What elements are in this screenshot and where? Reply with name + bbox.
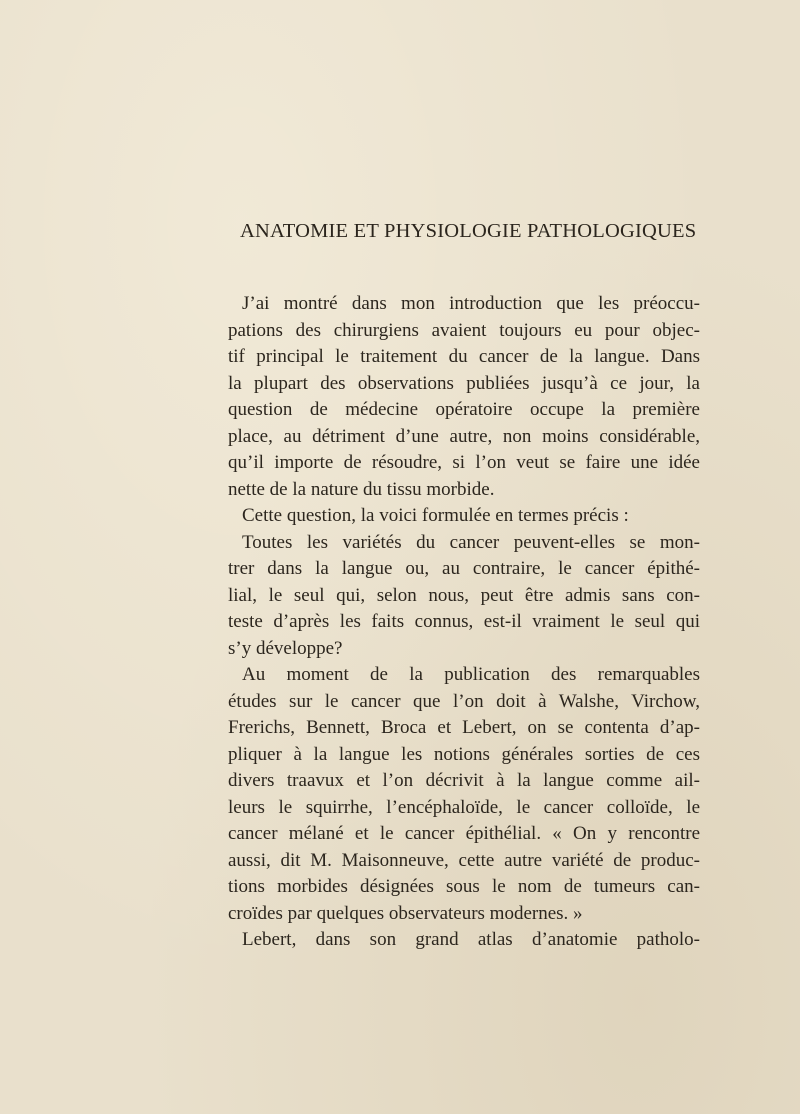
text-line: leurs le squirrhe, l’encéphaloïde, le cancer colloïde, le: [228, 796, 700, 818]
text-line: lial, le seul qui, selon nous, peut être admis sans con-: [228, 584, 700, 606]
body-text: [228, 291, 700, 954]
text-line: études sur le cancer que l’on doit à Walshe, Virchow,: [228, 690, 700, 712]
text-line: s’y développe?: [228, 637, 343, 659]
text-line: teste d’après les faits connus, est-il vraiment le seul qui: [228, 611, 700, 632]
text-line: Toutes les variétés du cancer peuvent-elles se mon-: [242, 531, 700, 553]
text-line: tions morbides désignées sous le nom de tumeurs can-: [228, 876, 700, 897]
text-line: la plupart des observations publiées jusqu’à ce jour, la: [228, 372, 700, 394]
text-line: cancer mélané et le cancer épithélial. « On y rencontre: [228, 823, 700, 844]
text-line: trer dans la langue ou, au contraire, le cancer épithé-: [228, 558, 700, 579]
text-line: Lebert, dans son grand atlas d’anatomie patholo-: [242, 929, 700, 950]
text-line: Au moment de la publication des remarquables: [242, 664, 700, 685]
text-line: pliquer à la langue les notions générales sorties de ces: [228, 743, 700, 765]
text-line: aussi, dit M. Maisonneuve, cette autre variété de produc-: [228, 849, 700, 871]
text-line: tif principal le traitement du cancer de la langue. Dans: [228, 346, 700, 367]
text-line: pations des chirurgiens avaient toujours eu pour objec-: [228, 319, 700, 341]
text-line: question de médecine opératoire occupe la première: [228, 399, 700, 420]
text-line: qu’il importe de résoudre, si l’on veut se faire une idée: [228, 452, 700, 473]
text-line: J’ai montré dans mon introduction que les préoccu-: [242, 293, 700, 314]
text-line: place, au détriment d’une autre, non moins considérable,: [228, 425, 700, 447]
chapter-heading: ANATOMIE ET PHYSIOLOGIE PATHOLOGIQUES: [240, 220, 697, 242]
text-line: Cette question, la voici formulée en termes précis :: [242, 505, 629, 526]
text-line: croïdes par quelques observateurs modernes. »: [228, 902, 583, 924]
text-line: nette de la nature du tissu morbide.: [228, 478, 495, 500]
text-line: Frerichs, Bennett, Broca et Lebert, on se contenta d’ap-: [228, 717, 700, 738]
text-line: divers traavux et l’on décrivit à la langue comme ail-: [228, 770, 700, 791]
